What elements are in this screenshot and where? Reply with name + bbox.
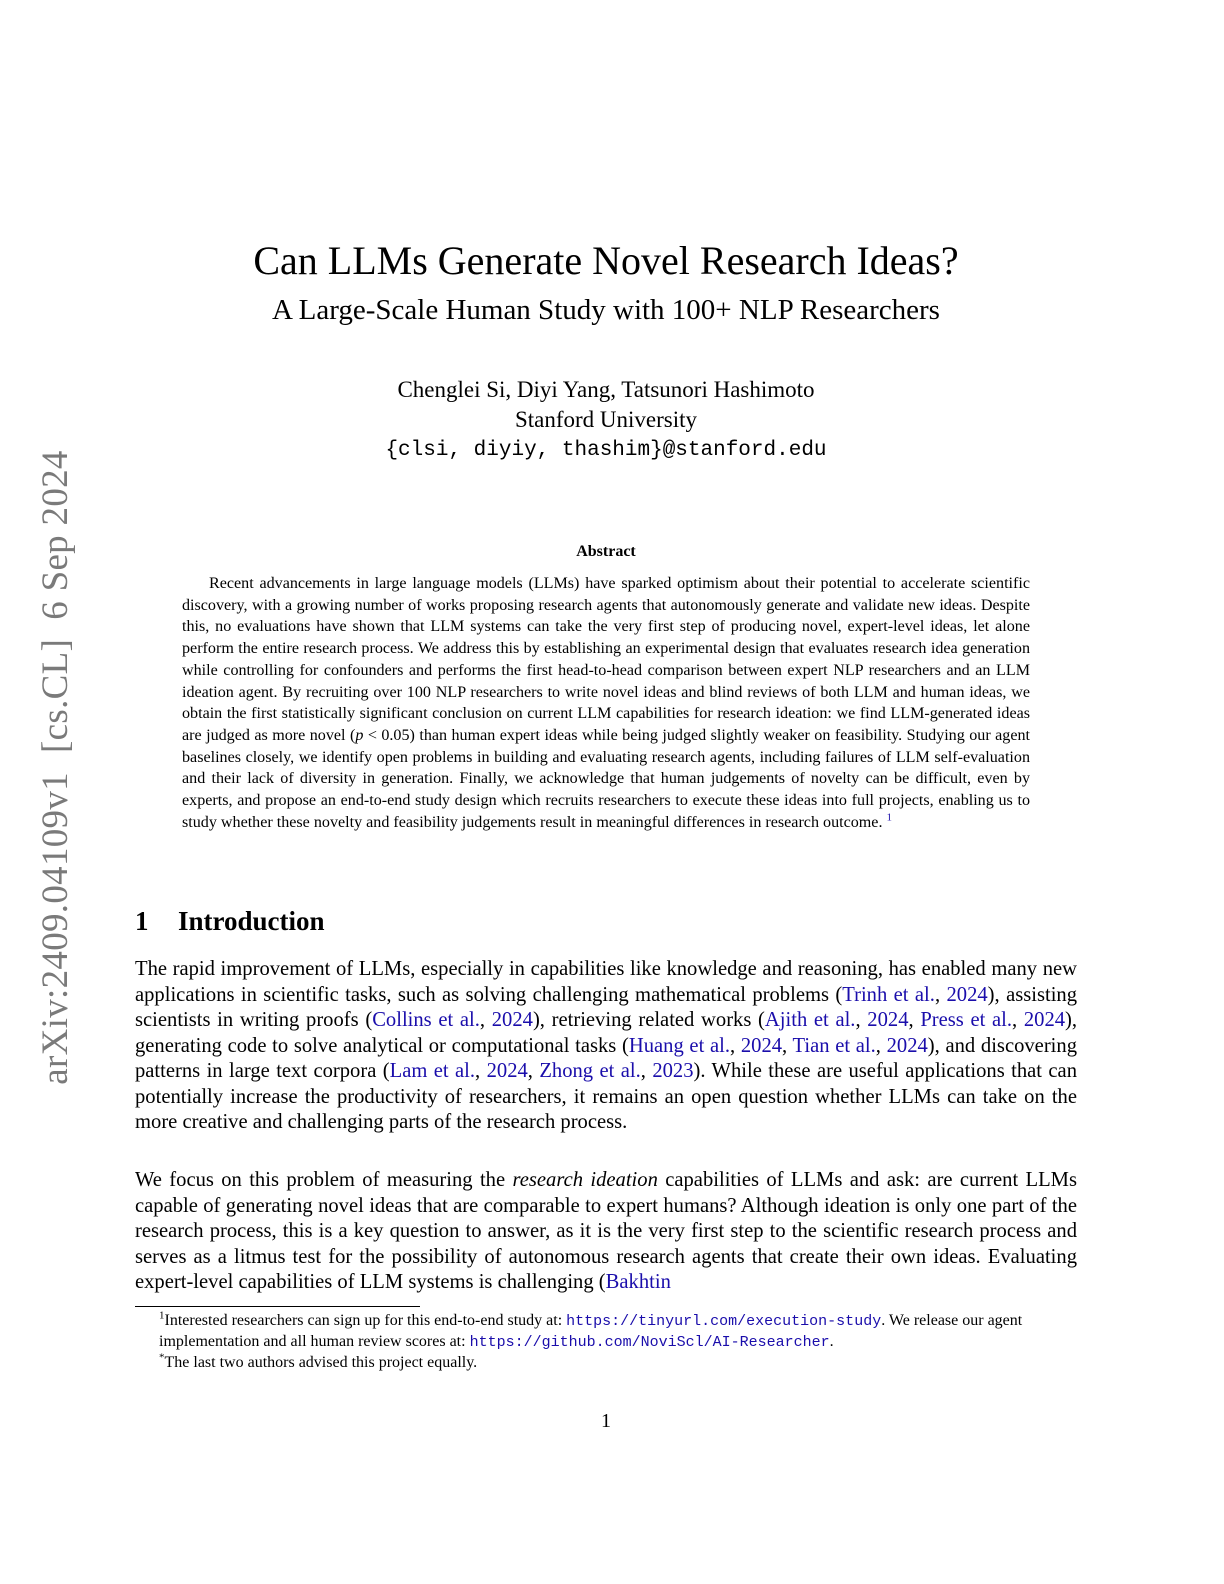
intro-text-segment: , bbox=[479, 1009, 492, 1031]
footnote-link-1[interactable]: 1 bbox=[886, 811, 892, 824]
footnote-1 bbox=[135, 1311, 1080, 1353]
citation-link[interactable]: Collins et al. bbox=[372, 1009, 480, 1031]
citation-link[interactable]: 2024 bbox=[486, 1060, 528, 1082]
intro-text-segment: , bbox=[475, 1060, 487, 1082]
footnote-2-text: The last two authors advised this project equally. bbox=[164, 1354, 478, 1371]
abstract-text: Recent advancements in large language models (LLMs) have sparked optimism about their potential to accelerate scientific discovery, with a growing number of works proposing research agents that autonomously generate and validate new ideas. Despite this, no evaluations have shown that LLM systems can take the very first step of producing novel, expert-level ideas, let alone perform the entire research process. We address this by establishing an experimental design that evaluates research idea generation while controlling for confounders and performs the first head-to-head comparison between expert NLP researchers and an LLM ideation agent. By recruiting over 100 NLP researchers to write novel ideas and blind reviews of both LLM and human ideas, we obtain the first statistically significant conclusion on current LLM capabilities for research ideation: we find LLM-generated ideas are judged as more novel ( bbox=[182, 575, 1030, 744]
citation-link[interactable]: Bakhtin bbox=[605, 1271, 671, 1293]
citation-link[interactable]: Zhong et al. bbox=[539, 1060, 641, 1082]
citation-link[interactable]: Press et al. bbox=[920, 1009, 1013, 1031]
author-list: Chenglei Si, Diyi Yang, Tatsunori Hashimoto bbox=[397, 377, 815, 402]
intro-text-segment: , bbox=[640, 1060, 653, 1082]
section-title: Introduction bbox=[178, 906, 325, 936]
citation-link[interactable]: 2023 bbox=[652, 1060, 694, 1082]
footnote-divider bbox=[135, 1306, 420, 1307]
paper-title: Can LLMs Generate Novel Research Ideas? bbox=[253, 238, 959, 283]
intro-text-segment: , bbox=[1012, 1009, 1024, 1031]
citation-link[interactable]: 2024 bbox=[886, 1034, 928, 1057]
intro-text-segment: , bbox=[908, 1009, 921, 1031]
intro-text-segment: , bbox=[855, 1009, 868, 1031]
author-emails: {clsi, diyiy, thashim}@stanford.edu bbox=[385, 439, 827, 462]
arxiv-stamp-text: arXiv:2409.04109v1 [cs.CL] 6 Sep 2024 bbox=[35, 450, 76, 1085]
intro-text-segment: ), generating code to solve analytical or computational tasks ( bbox=[135, 1009, 1078, 1057]
footnote-2-mark: * bbox=[159, 1351, 165, 1364]
citation-link[interactable]: Huang et al. bbox=[628, 1034, 730, 1057]
footnote-1-text-continued: . We release our agent implementation and all human review scores at: bbox=[159, 1312, 1023, 1350]
footnote-1-end: . bbox=[829, 1333, 834, 1350]
intro-text-segment: The rapid improvement of LLMs, especially in capabilities like knowledge and reasoning, has enabled many new applications in scientific tasks, such as solving challenging mathematical problems ( bbox=[135, 958, 1077, 1006]
footnotes bbox=[135, 1311, 1080, 1373]
intro-p2-emphasis: research ideation bbox=[512, 1169, 658, 1191]
footnote-2 bbox=[135, 1353, 1080, 1373]
intro-text-segment: , bbox=[875, 1034, 887, 1057]
execution-study-link[interactable]: https://tinyurl.com/execution-study bbox=[566, 1313, 882, 1330]
citation-link[interactable]: 2024 bbox=[867, 1009, 909, 1031]
intro-text-segment: ), and discovering patterns in large text corpora ( bbox=[135, 1034, 1077, 1082]
footnote-1-mark: 1 bbox=[159, 1309, 165, 1322]
intro-text-segment: , bbox=[527, 1060, 540, 1082]
intro-text-segment: ), assisting scientists in writing proofs ( bbox=[135, 983, 1078, 1031]
citation-link[interactable]: Lam et al. bbox=[389, 1060, 476, 1082]
citation-link[interactable]: 2024 bbox=[1023, 1009, 1066, 1031]
intro-text-segment: , bbox=[934, 983, 947, 1006]
abstract-text-continued: ) than human expert ideas while being judged slightly weaker on feasibility. Studying our agent baselines closely, we identify open problems in building and evaluating research agents, including failures of LLM self-evaluation and their lack of diversity in generation. Finally, we acknowledge that human judgements of novelty can be difficult, even by experts, and propose an end-to-end study design which recruits researchers to execute these ideas into full projects, enabling us to study whether these novelty and feasibility judgements result in meaningful differences in research outcome. bbox=[182, 726, 1030, 831]
section-heading-introduction bbox=[135, 904, 1080, 938]
citation-link[interactable]: 2024 bbox=[491, 1009, 533, 1031]
intro-text-segment: ). While these are useful applications that can potentially increase the productivity of researchers, it remains an open question whether LLMs can take on the more creative and challenging parts of the research process. bbox=[135, 1060, 1077, 1133]
intro-text-segment: , bbox=[782, 1034, 793, 1057]
footnote-1-text: Interested researchers can sign up for this end-to-end study at: bbox=[164, 1312, 567, 1329]
intro-paragraph-1 bbox=[135, 957, 1077, 1136]
citation-link[interactable]: Trinh et al. bbox=[842, 983, 935, 1006]
intro-p2-text: We focus on this problem of measuring the bbox=[135, 1169, 513, 1191]
page-number: 1 bbox=[601, 1410, 611, 1432]
p-value-symbol: p bbox=[355, 726, 364, 744]
citation-link[interactable]: Tian et al. bbox=[792, 1034, 876, 1057]
citation-link[interactable]: Ajith et al. bbox=[764, 1009, 856, 1031]
abstract-body bbox=[182, 573, 1030, 833]
github-repo-link[interactable]: https://github.com/NoviScl/AI-Researcher bbox=[469, 1334, 830, 1351]
affiliation: Stanford University bbox=[514, 407, 698, 432]
citation-link[interactable]: 2024 bbox=[946, 983, 988, 1006]
intro-text-segment: ), retrieving related works ( bbox=[532, 1009, 765, 1031]
intro-p2-text-continued: capabilities of LLMs and ask: are current LLMs capable of generating novel ideas that are comparable to expert humans? Although ideation is only one part of the research process, this is a key question to answer, as it is the very first step to the scientific research process and serves as a litmus test for the possibility of autonomous research agents that create their own ideas. Evaluating expert-level capabilities of LLM systems is challenging ( bbox=[135, 1169, 1078, 1293]
section-number: 1 bbox=[135, 906, 149, 936]
p-value-threshold: < 0.05 bbox=[363, 726, 410, 744]
arxiv-stamp bbox=[26, 435, 86, 1100]
paper-subtitle: A Large-Scale Human Study with 100+ NLP Researchers bbox=[272, 294, 940, 326]
abstract-heading: Abstract bbox=[576, 543, 636, 560]
citation-link[interactable]: 2024 bbox=[740, 1034, 783, 1057]
intro-text-segment: , bbox=[730, 1034, 741, 1057]
intro-paragraph-2 bbox=[135, 1168, 1077, 1296]
